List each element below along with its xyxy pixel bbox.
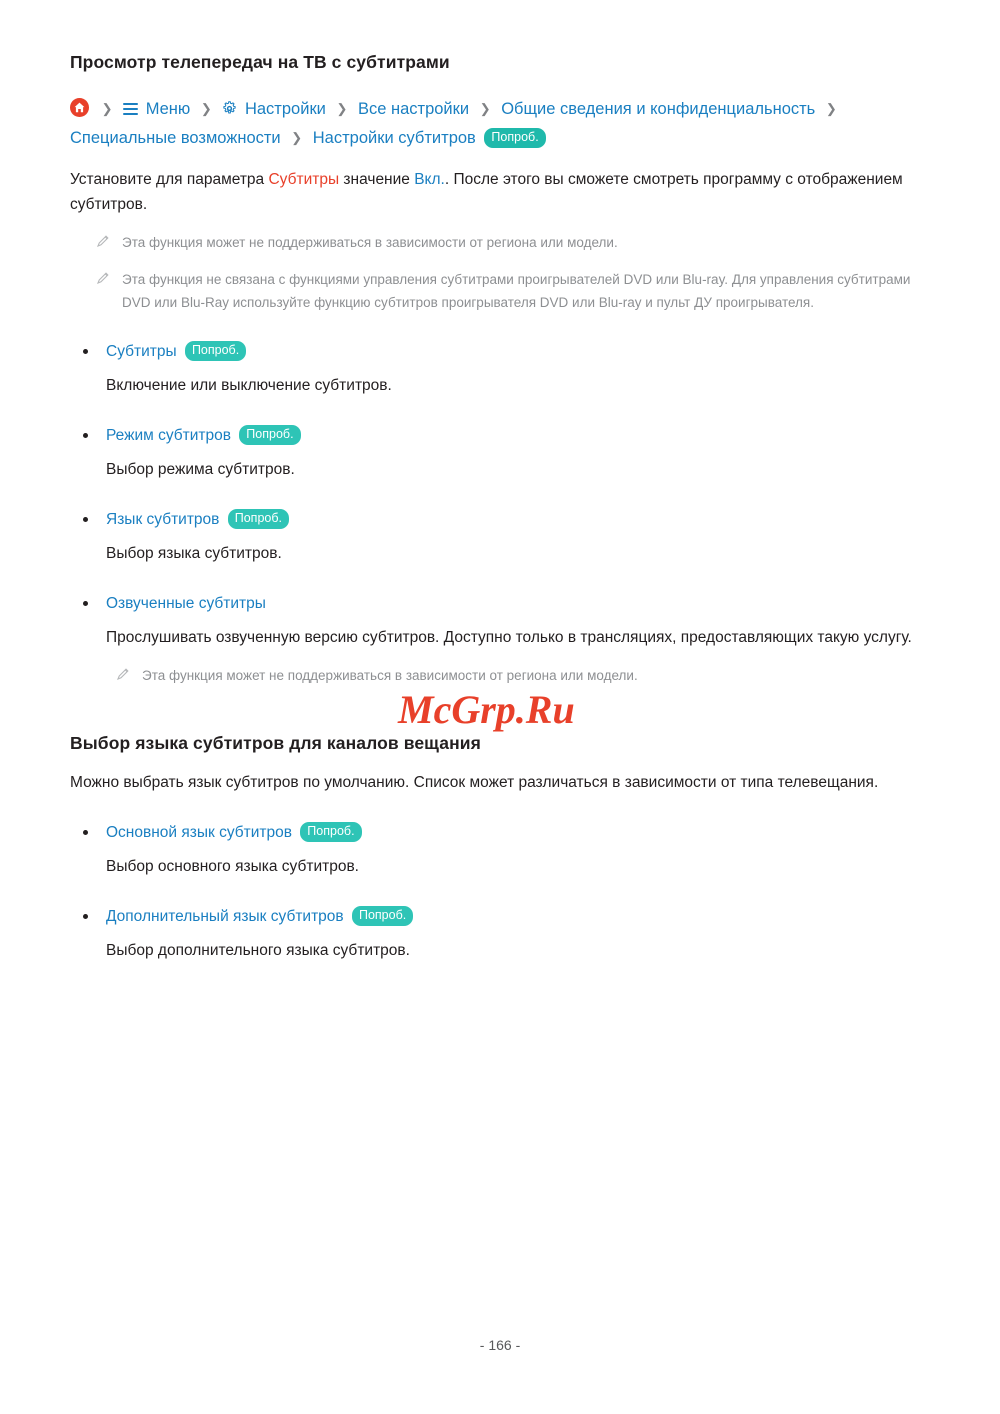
watermark: McGrp.Ru <box>398 687 575 732</box>
home-icon[interactable] <box>70 98 89 117</box>
setting-name[interactable]: Субтитры <box>106 343 177 360</box>
breadcrumb-separator: ❯ <box>101 101 113 116</box>
intro-part3: . После этого вы сможете смотреть программу с отображением субтитров. <box>70 171 903 213</box>
try-badge[interactable]: Попроб. <box>352 906 413 926</box>
breadcrumb-item-all-settings[interactable]: Все настройки <box>357 100 470 118</box>
breadcrumb-separator: ❯ <box>200 101 212 116</box>
intro-highlight-on: Вкл. <box>414 171 445 188</box>
list-item <box>70 340 932 398</box>
setting-name[interactable]: Основной язык субтитров <box>106 824 292 841</box>
setting-description: Выбор языка субтитров. <box>106 545 282 562</box>
hamburger-icon[interactable] <box>123 103 138 115</box>
setting-description: Включение или выключение субтитров. <box>106 377 392 394</box>
gear-icon[interactable] <box>222 97 237 112</box>
intro-paragraph <box>70 167 932 217</box>
pencil-icon <box>96 231 112 253</box>
bullet-header <box>70 592 932 616</box>
breadcrumb-separator: ❯ <box>336 101 348 116</box>
note-text: Эта функция не связана с функциями управления субтитрами проигрывателей DVD или Blu-ray. Для управления субтитрами DVD или Blu-Ray используйте функцию субтитров проигрывателя DVD или Blu-ray и пульт ДУ проигрывателя. <box>122 272 911 310</box>
note-item <box>96 231 926 254</box>
setting-description: Выбор режима субтитров. <box>106 461 295 478</box>
setting-description: Выбор основного языка субтитров. <box>106 858 359 875</box>
section-heading-subtitle-language: Выбор языка субтитров для каналов вещания <box>70 733 481 753</box>
breadcrumb-item-settings[interactable]: Настройки <box>244 100 326 118</box>
intro-part1: Установите для параметра <box>70 171 269 188</box>
list-item <box>70 508 932 566</box>
breadcrumb-item-caption-settings[interactable]: Настройки субтитров <box>312 129 476 147</box>
setting-name[interactable]: Режим субтитров <box>106 427 231 444</box>
settings-list <box>70 340 932 687</box>
note-item <box>116 664 932 687</box>
intro-highlight-captions: Субтитры <box>268 171 340 188</box>
note-text: Эта функция может не поддерживаться в зависимости от региона или модели. <box>122 235 618 250</box>
page-title: Просмотр телепередач на ТВ с субтитрами <box>70 52 450 72</box>
list-item <box>70 821 932 879</box>
breadcrumb-separator: ❯ <box>291 130 303 145</box>
note-item <box>96 268 926 314</box>
try-badge[interactable]: Попроб. <box>228 509 289 529</box>
breadcrumb-item-general-privacy[interactable]: Общие сведения и конфиденциальность <box>501 100 816 118</box>
try-badge[interactable]: Попроб. <box>239 425 300 445</box>
breadcrumb-item-accessibility[interactable]: Специальные возможности <box>70 129 281 147</box>
intro-part2: значение <box>339 171 415 188</box>
language-settings-list <box>70 821 932 963</box>
breadcrumb <box>70 95 932 153</box>
setting-name[interactable]: Язык субтитров <box>106 511 220 528</box>
bullet-header <box>70 821 932 845</box>
try-badge[interactable]: Попроб. <box>484 128 545 148</box>
page-number: - 166 - <box>479 1337 521 1353</box>
bullet-header <box>70 424 932 448</box>
list-item <box>70 905 932 963</box>
bullet-header <box>70 340 932 364</box>
try-badge[interactable]: Попроб. <box>185 341 246 361</box>
note-text: Эта функция может не поддерживаться в зависимости от региона или модели. <box>142 668 638 683</box>
setting-description: Выбор дополнительного языка субтитров. <box>106 942 410 959</box>
list-item <box>70 424 932 482</box>
breadcrumb-item-menu[interactable]: Меню <box>145 100 191 118</box>
list-item <box>70 592 932 687</box>
breadcrumb-separator: ❯ <box>825 101 837 116</box>
breadcrumb-separator: ❯ <box>479 101 491 116</box>
setting-name[interactable]: Озвученные субтитры <box>106 595 266 612</box>
pencil-icon <box>96 268 112 290</box>
section2-intro: Можно выбрать язык субтитров по умолчанию. Список может различаться в зависимости от типа телевещания. <box>70 774 879 791</box>
bullet-header <box>70 905 932 929</box>
page-content <box>70 52 932 989</box>
try-badge[interactable]: Попроб. <box>300 822 361 842</box>
bullet-header <box>70 508 932 532</box>
pencil-icon <box>116 664 132 686</box>
setting-name[interactable]: Дополнительный язык субтитров <box>106 908 344 925</box>
setting-description: Прослушивать озвученную версию субтитров. Доступно только в трансляциях, предоставляющих такую услугу. <box>106 629 912 646</box>
